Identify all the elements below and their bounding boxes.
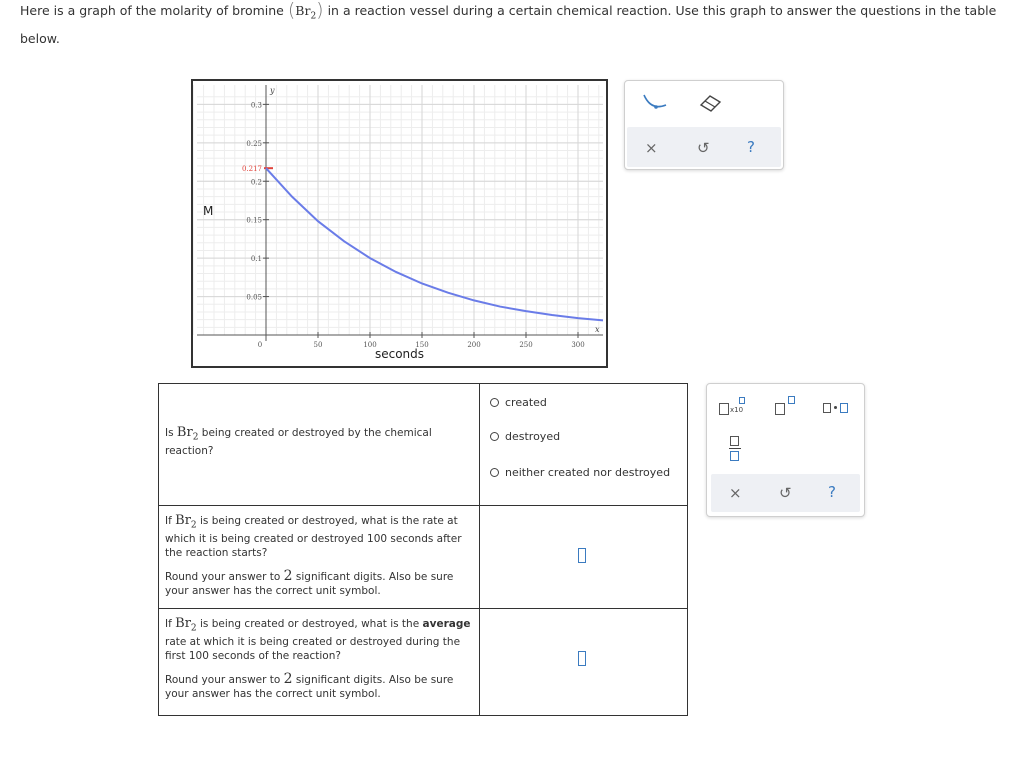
bromine-formula: $Br_2$	[175, 513, 197, 531]
intro-after: in a reaction vessel during a certain chemical reaction. Use this graph to answer the questions in the table below.	[20, 3, 997, 46]
y-tick-label: 0.15	[246, 216, 262, 225]
undo-button[interactable]: ↺	[697, 139, 710, 157]
radio-icon[interactable]	[490, 432, 499, 441]
y-tick-label: 0.05	[246, 293, 262, 302]
y-axis-var: y	[270, 86, 275, 95]
intro-text: Here is a graph of the molarity of bromine $(Br_2)$ in a reaction vessel during a certain chemical reaction. Use this graph to answer the questions in the table below.	[20, 0, 997, 46]
molarity-graph[interactable]	[191, 79, 608, 368]
graph-tool-panel	[624, 80, 784, 170]
x-tick-label: 150	[415, 341, 429, 349]
curve-tool-icon[interactable]	[641, 91, 671, 115]
radio-icon[interactable]	[490, 398, 499, 407]
radio-created[interactable]: created	[490, 396, 547, 409]
x-tick-label: 250	[519, 341, 533, 349]
x-tick-label: 50	[313, 341, 323, 349]
fraction-button[interactable]	[729, 436, 741, 462]
help-button[interactable]: ?	[828, 483, 836, 501]
x-tick-label: 0	[257, 341, 263, 349]
math-tool-panel	[706, 383, 865, 517]
x-axis-title: seconds	[374, 347, 425, 361]
y-axis-title: M	[203, 204, 214, 218]
x-tick-label: 200	[467, 341, 481, 349]
y-tick-label: 0.2	[250, 178, 262, 187]
intro-before: Here is a graph of the molarity of bromine	[20, 3, 284, 18]
table-row	[159, 609, 688, 716]
question-cell: If $Br_2$ is being created or destroyed, what is the rate at which it is being created or destroyed 100 seconds after the reaction starts? Round your answer to 2 significant digits. Also be sure your answer has the correct unit symbol.	[159, 506, 480, 609]
help-button[interactable]: ?	[747, 138, 755, 156]
question-table	[158, 383, 688, 716]
chart-svg	[193, 81, 606, 366]
table-row	[159, 384, 688, 506]
highlight-label: 0.217	[241, 165, 262, 174]
x-tick-label: 300	[571, 341, 585, 349]
undo-button[interactable]: ↺	[779, 484, 792, 502]
y-tick-label: 0.3	[250, 101, 262, 110]
question-cell: Is $Br_2$ being created or destroyed by the chemical reaction?	[159, 384, 480, 506]
clear-button[interactable]: ×	[729, 484, 742, 502]
x10-button[interactable]: x10	[719, 400, 749, 416]
bromine-formula: $Br_2$	[175, 616, 197, 634]
y-tick-label: 0.1	[250, 255, 262, 264]
y-tick-label: 0.25	[246, 139, 262, 148]
eraser-icon[interactable]	[697, 93, 725, 113]
average-rate-input[interactable]	[578, 651, 586, 666]
rate-100s-input[interactable]	[578, 548, 586, 563]
x-tick-label: 100	[363, 341, 377, 349]
superscript-button[interactable]	[775, 396, 801, 416]
question-cell: If $Br_2$ is being created or destroyed, what is the average rate at which it is being created or destroyed during the first 100 seconds of the reaction? Round your answer to 2 significant digits. Also be sure your answer has the correct unit symbol.	[159, 609, 480, 716]
table-row	[159, 506, 688, 609]
answer-cell	[480, 384, 688, 506]
multiply-dot-button[interactable]	[823, 402, 853, 416]
radio-icon[interactable]	[490, 468, 499, 477]
bromine-formula: $Br_2$	[295, 3, 317, 22]
series-line	[266, 168, 603, 320]
bromine-formula: $Br_2$	[176, 425, 199, 443]
x-axis-var: x	[595, 325, 600, 334]
clear-button[interactable]: ×	[645, 139, 658, 157]
radio-neither[interactable]: neither created nor destroyed	[490, 466, 670, 479]
radio-destroyed[interactable]: destroyed	[490, 430, 560, 443]
